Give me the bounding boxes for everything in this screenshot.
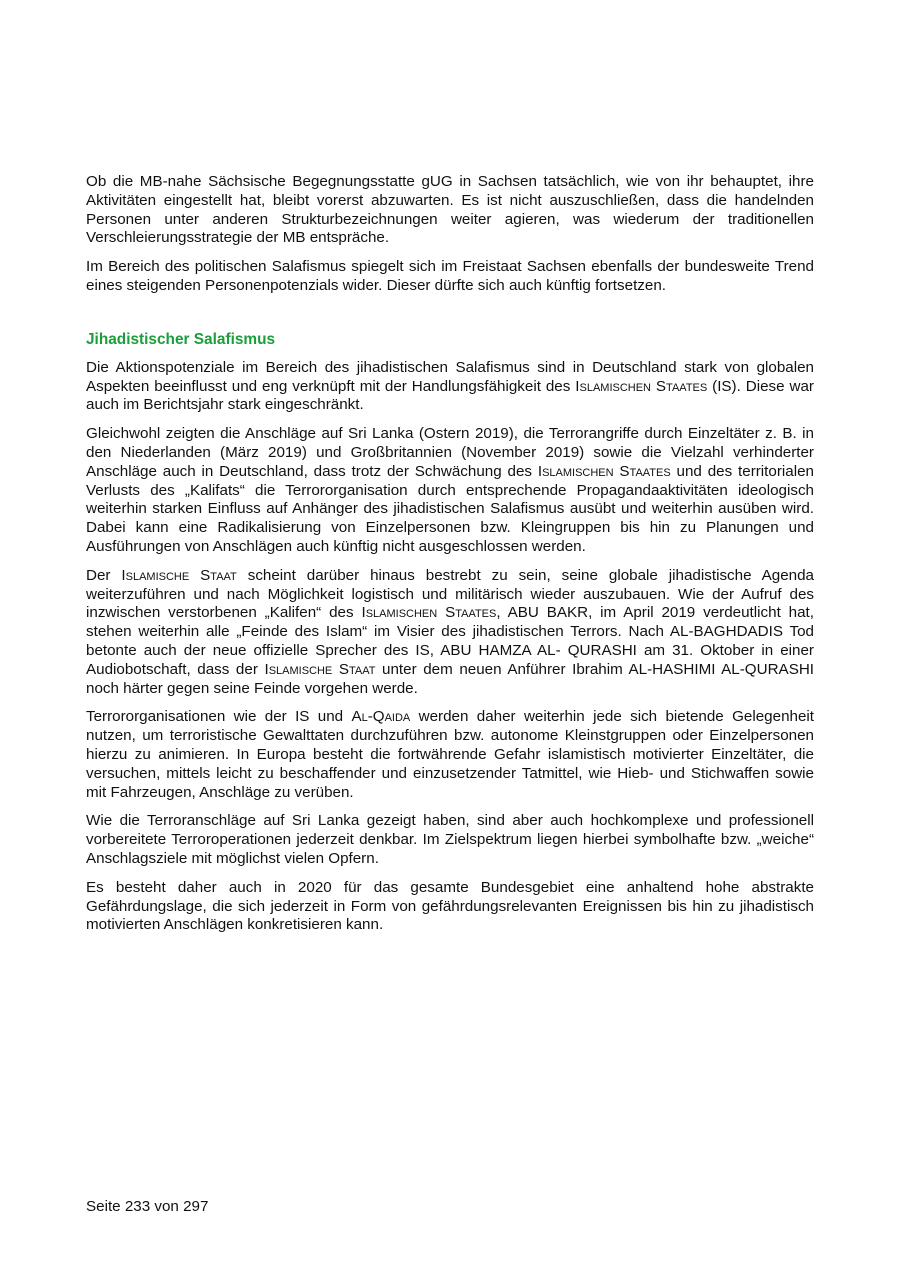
section-spacer [86, 306, 814, 330]
org-name: Islamischen Staates [537, 462, 671, 480]
page-number: Seite 233 von 297 [86, 1198, 209, 1215]
section-heading: Jihadistischer Salafismus [86, 330, 276, 348]
org-name: Islamischen Staates [361, 604, 497, 622]
paragraph-intro-2: Im Bereich des politischen Salafismus spiegelt sich im Freistaat Sachsen ebenfalls der bundesweite Trend eines steigenden Personenpotenzials wider. Dieser dürfte sich auch künftig fortsetzen. [86, 258, 814, 294]
section-paragraph-5: Wie die Terroranschläge auf Sri Lanka gezeigt haben, sind aber auch hochkomplexe und professionell vorbereitete Terroroperationen jederzeit denkbar. Im Zielspektrum liegen hierbei symbolhafte bzw. „weiche“ Anschlagsziele mit möglichst vielen Opfern. [86, 812, 814, 867]
paragraph-intro-1: Ob die MB-nahe Sächsische Begegnungsstatte gUG in Sachsen tatsächlich, wie von ihr behauptet, ihre Aktivitäten eingestellt hat, bleibt vorerst abzuwarten. Es ist nicht auszuschließen, dass die handelnden Personen unter anderen Strukturbezeichnungen weiter agieren, was wiederum der traditionellen Verschleierungsstrategie der MB entspräche. [86, 173, 814, 247]
section-paragraph-1: Die Aktionspotenziale im Bereich des jihadistischen Salafismus sind in Deutschland stark von globalen Aspekten beeinflusst und eng verknüpft mit der Handlungsfähigkeit des Islamischen Staates (IS). Diese war auch im Berichtsjahr stark eingeschränkt. [86, 358, 814, 414]
org-name: Islamische Staat [264, 660, 376, 678]
section-paragraph-3: Der Islamische Staat scheint darüber hinaus bestrebt zu sein, seine globale jihadistische Agenda weiterzuführen und nach Möglichkeit logistisch und militärisch wieder auszubauen. Wie der Aufruf des inzwischen verstorbenen „Kalifen“ des Islamischen Staates, ABU BAKR, im April 2019 verdeutlicht hat, stehen weiterhin alle „Feinde des Islam“ im Visier des jihadistischen Terrors. Nach AL-BAGHDADIS Tod betonte auch der neue offizielle Sprecher des IS, ABU HAMZA AL- QURASHI am 31. Oktober in einer Audiobotschaft, dass der Islamische Staat unter dem neuen Anführer Ibrahim AL-HASHIMI AL-QURASHI noch härter gegen seine Feinde vorgehen werde. [86, 566, 815, 697]
section-paragraph-4: Terrororganisationen wie der IS und Al-Qaida werden daher weiterhin jede sich bietende Gelegenheit nutzen, um terroristische Gewalttaten durchzuführen bzw. autonome Kleinstgruppen oder Einzelpersonen hierzu zu animieren. In Europa besteht die fortwährende Gefahr islamistisch motivierter Einzeltäter, die versuchen, mittels leicht zu beschaffender und einzusetzender Tatmittel, wie Hieb- und Stichwaffen sowie mit Fahrzeugen, Anschläge zu verüben. [86, 708, 814, 801]
org-name: Islamische Staat [121, 566, 237, 584]
section-paragraph-2: Gleichwohl zeigten die Anschläge auf Sri Lanka (Ostern 2019), die Terrorangriffe durch Einzeltäter z. B. in den Niederlanden (März 2019) und Großbritannien (November 2019) sowie die Vielzahl verhinderter Anschläge auch in Deutschland, dass trotz der Schwächung des Islamischen Staates und des territorialen Verlusts des „Kalifats“ die Terrororganisation durch entsprechende Propagandaaktivitäten ideologisch weiterhin starken Einfluss auf Anhänger des jihadistischen Salafismus ausübt und weiterhin ausüben wird. Dabei kann eine Radikalisierung von Einzelpersonen bzw. Kleingruppen bis hin zu Planungen und Ausführungen von Anschlägen auch künftig nicht ausgeschlossen werden. [86, 425, 814, 555]
page-content [86, 173, 814, 935]
org-name: Al-Qaida [351, 708, 411, 726]
org-name: Islamischen Staates [575, 377, 708, 395]
section-paragraph-6: Es besteht daher auch in 2020 für das gesamte Bundesgebiet eine anhaltend hohe abstrakte Gefährdungslage, die sich jederzeit in Form von gefährdungsrelevanten Ereignissen bis hin zu jihadistisch motivierten Anschlägen konkretisieren kann. [86, 878, 814, 934]
